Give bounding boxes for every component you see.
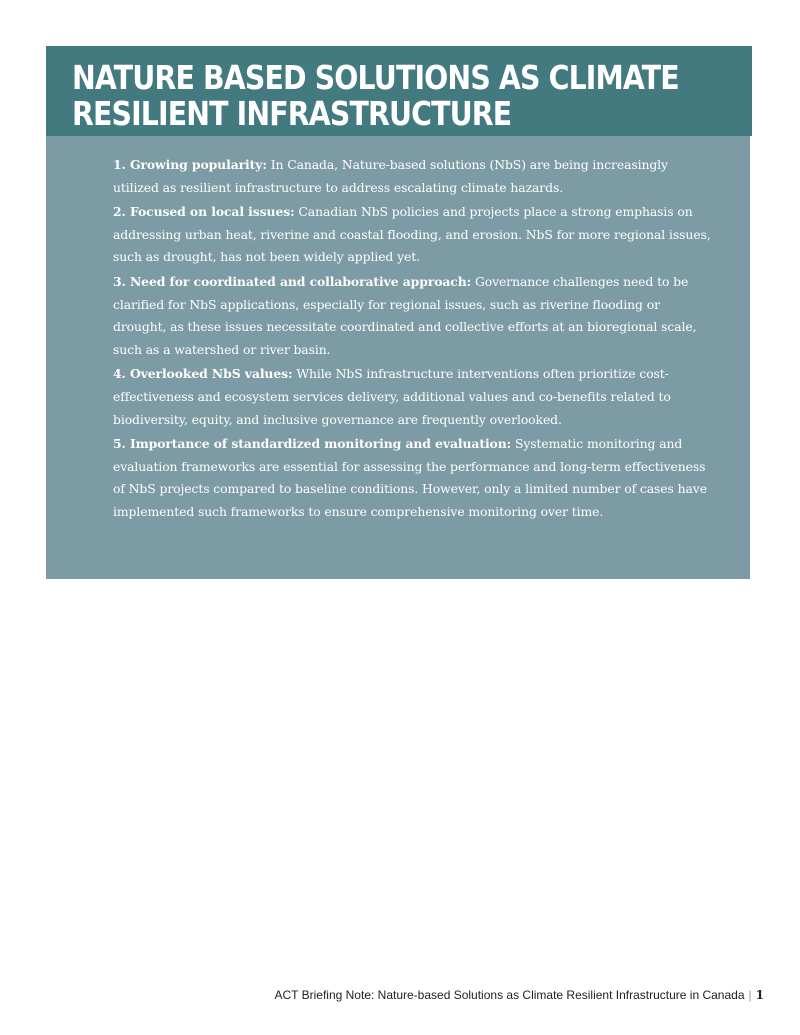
finding-2: [113, 201, 713, 269]
page-number: 1: [755, 988, 764, 1002]
page-title-line-2: RESILIENT INFRASTRUCTURE: [72, 94, 512, 133]
page-title: [72, 58, 679, 133]
finding-text: In Canada, Nature-based solutions (NbS) are being increasingly utilized as resilient infrastructure to address escalating climate hazards.: [113, 157, 668, 195]
page-footer: [275, 988, 765, 1002]
key-findings-panel: [46, 136, 750, 579]
footer-separator: |: [748, 988, 752, 1002]
finding-heading: 1. Growing popularity:: [113, 157, 267, 172]
finding-heading: 2. Focused on local issues:: [113, 204, 295, 220]
page-title-line-1: NATURE BASED SOLUTIONS AS CLIMATE: [72, 58, 679, 97]
finding-heading: 3. Need for coordinated and collaborative approach:: [113, 273, 472, 289]
header-band: [46, 46, 752, 136]
finding-5: [113, 433, 713, 523]
finding-text: While NbS infrastructure interventions often prioritize cost-effectiveness and ecosystem services delivery, additional values and co-benefits related to biodiversity, equity, and inclusive governance are frequently overlooked.: [113, 366, 671, 427]
finding-text: Governance challenges need to be clarified for NbS applications, especially for regional issues, such as riverine flooding or drought, as these issues necessitate coordinated and collective efforts at an bioregional scale, such as a watershed or river basin.: [113, 273, 697, 357]
finding-3: [113, 271, 713, 361]
key-findings-list: [113, 154, 713, 526]
finding-text: Canadian NbS policies and projects place a strong emphasis on addressing urban heat, riverine and coastal flooding, and erosion. NbS for more regional issues, such as drought, has not been widely applied yet.: [113, 204, 711, 265]
finding-text: Systematic monitoring and evaluation frameworks are essential for assessing the performance and long-term effectiveness of NbS projects compared to baseline conditions. However, only a limited number of cases have implemented such frameworks to ensure comprehensive monitoring over time.: [113, 436, 707, 519]
footer-text: ACT Briefing Note: Nature-based Solutions as Climate Resilient Infrastructure in Canada: [274, 988, 745, 1002]
finding-heading: 5. Importance of standardized monitoring and evaluation:: [113, 436, 512, 452]
finding-heading: 4. Overlooked NbS values:: [113, 366, 293, 382]
finding-1: [113, 154, 713, 199]
finding-4: [113, 363, 713, 431]
